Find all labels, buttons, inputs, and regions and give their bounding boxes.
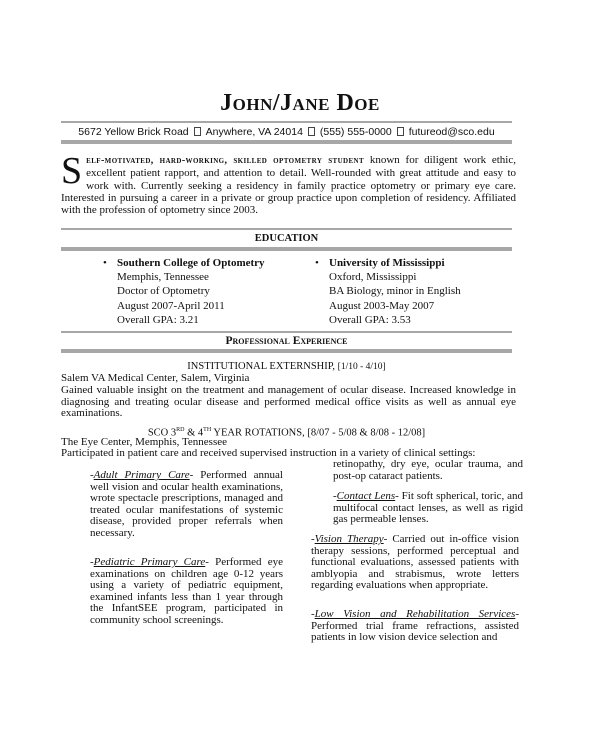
education-entry <box>103 256 265 327</box>
rotations-org: The Eye Center, Memphis, Tennessee <box>61 436 227 448</box>
contact-email[interactable]: futureod@sco.edu <box>408 126 495 138</box>
rotations-title-c: YEAR ROTATIONS, <box>211 427 305 439</box>
item-text: - Fit soft spherical, toric, and multifocal contact lenses, as well as rigid gas permeable lenses. <box>333 490 523 526</box>
item-label: Vision Therapy <box>314 533 384 545</box>
experience-rule-top <box>61 331 512 333</box>
rotation-item-contact-lens <box>333 491 523 526</box>
bullet-icon: • <box>103 257 107 269</box>
rotations-dates: [8/07 - 5/08 & 8/08 - 12/08] <box>307 427 426 439</box>
item-label: Low Vision and Rehabilitation Services <box>314 608 516 620</box>
summary-lead: elf-motivated, hard-working, skilled optometry student <box>86 155 365 166</box>
rotations-sup-a: RD <box>176 427 185 433</box>
item-prefix: - <box>311 533 315 545</box>
item-label: Contact Lens <box>336 490 396 502</box>
item-prefix: - <box>333 490 337 502</box>
rotation-item-low-vision <box>311 609 519 644</box>
summary-paragraph <box>61 150 516 217</box>
name-text: John/Jane Doe <box>220 90 380 116</box>
item-prefix: - <box>90 469 94 481</box>
education-heading: EDUCATION <box>254 233 319 244</box>
item-label: Pediatric Primary Care <box>93 556 206 568</box>
school-gpa: Overall GPA: 3.21 <box>117 313 199 326</box>
rotations-sup-b: TH <box>203 427 212 433</box>
rotation-item-pediatric-care <box>90 557 283 627</box>
contact-phone: (555) 555-0000 <box>319 126 392 138</box>
rotations-title-a: SCO 3 <box>147 427 177 439</box>
externship-description: Gained valuable insight on the treatment and management of ocular disease. Increased knowledge in diagnosing and treating ocular disease and performed medical office visits as well as annual eye examinations. <box>61 384 516 420</box>
education-rule-top <box>61 228 512 230</box>
school-location: Oxford, Mississippi <box>329 271 417 284</box>
item-text: - Carried out in-office vision therapy sessions, performed perceptual and functional evaluations, assessed patients with amblyopia and strabismus, wrote letters regarding evaluations when appropriate. <box>311 533 519 592</box>
education-rule-bottom <box>61 247 512 251</box>
rotations-title-b: & 4 <box>184 427 204 439</box>
separator-box-icon <box>397 127 404 136</box>
item-prefix: - <box>90 556 94 568</box>
school-dates: August 2003-May 2007 <box>329 299 435 312</box>
externship-dates: [1/10 - 4/10] <box>337 362 386 372</box>
school-degree: BA Biology, minor in English <box>329 285 461 298</box>
item-text: - Performed trial frame refractions, assisted patients in low vision device selection and <box>311 608 519 644</box>
school-degree: Doctor of Optometry <box>117 285 210 298</box>
bullet-icon: • <box>315 257 319 269</box>
item-prefix: - <box>311 608 315 620</box>
experience-heading: Professional Experience <box>225 335 348 347</box>
rotations-intro: Participated in patient care and received supervised instruction in a variety of clinical settings: <box>61 447 476 459</box>
header-rule-top <box>61 121 512 123</box>
summary-dropcap: S <box>61 150 83 192</box>
externship-org: Salem VA Medical Center, Salem, Virginia <box>61 372 250 384</box>
header-rule-bottom <box>61 140 512 144</box>
item-text: - Performed annual well vision and ocular health examinations, wrote spectacle prescriptions, managed and treated ocular manifestations of systemic disease, provided proper referrals when necessary. <box>90 469 283 539</box>
contact-city: Anywhere, VA 24014 <box>205 126 303 138</box>
school-name: Southern College of Optometry <box>117 257 265 269</box>
separator-box-icon <box>194 127 201 136</box>
school-gpa: Overall GPA: 3.53 <box>329 313 411 326</box>
item-text: - Performed eye examinations on children age 0-12 years using a variety of pediatric equipment, examined infants less than 1 year through the InfantSEE program, participated in community school screenings. <box>90 556 283 626</box>
summary-body: known for diligent work ethic, excellent patient rapport, and attention to detail. Well-rounded with great attitude and easy to work with. Currently seeking a residency in family practice optometry or primary eye care. Interested in pursuing a career in a private or group practice upon completion of residency. Affiliated with the profession of optometry since 2003. <box>61 154 516 217</box>
contact-address: 5672 Yellow Brick Road <box>78 126 189 138</box>
externship-title: INSTITUTIONAL EXTERNSHIP, <box>187 361 336 372</box>
school-location: Memphis, Tennessee <box>117 271 209 284</box>
rotation-item-vision-therapy <box>311 534 519 592</box>
experience-rule-bottom <box>61 349 512 353</box>
rotation-item-continuation: retinopathy, dry eye, ocular trauma, and post-op cataract patients. <box>333 458 523 482</box>
education-entry <box>315 256 461 327</box>
school-name: University of Mississippi <box>329 257 445 269</box>
school-dates: August 2007-April 2011 <box>117 299 225 312</box>
candidate-name <box>0 90 600 117</box>
separator-box-icon <box>308 127 315 136</box>
item-label: Adult Primary Care <box>93 469 190 481</box>
rotation-item-adult-care <box>90 470 283 540</box>
contact-line <box>61 126 512 138</box>
